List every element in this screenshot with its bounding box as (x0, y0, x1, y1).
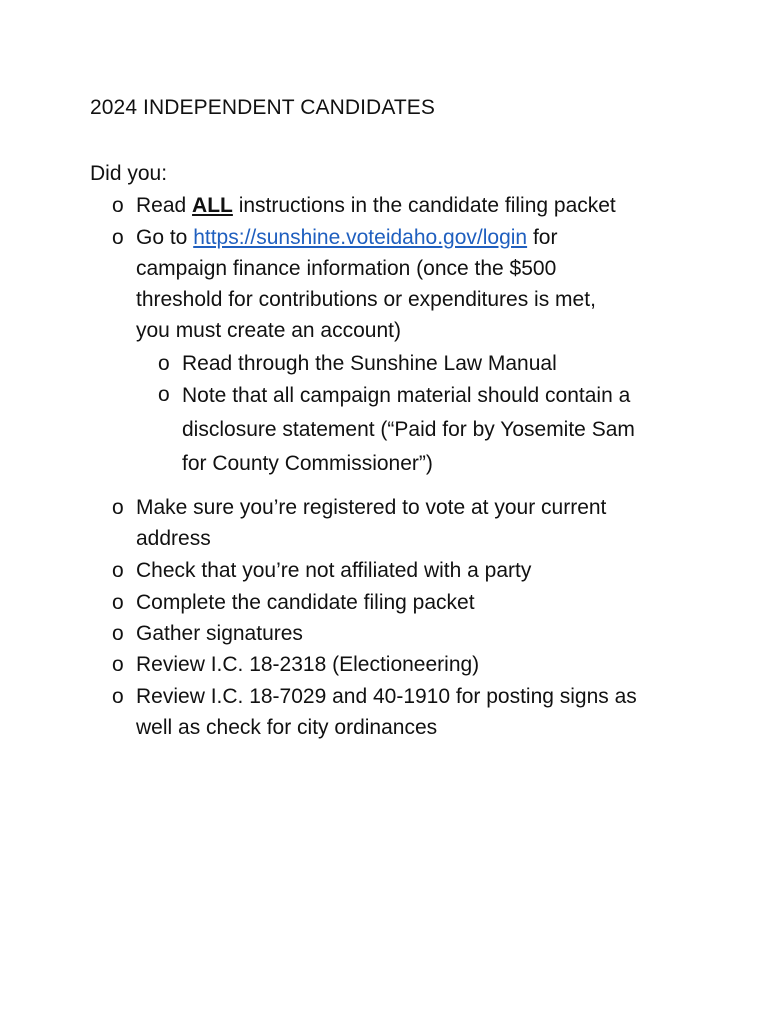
bullet-marker: o (112, 591, 124, 614)
item-line: threshold for contributions or expenditures is met, (136, 288, 596, 311)
list-item-text: Complete the candidate filing packet (136, 591, 475, 614)
item-line: campaign finance information (once the $500 (136, 257, 557, 280)
item-line: Review I.C. 18-7029 and 40-1910 for posting signs as (136, 685, 637, 708)
sub-list-item (0, 348, 770, 379)
item-line: well as check for city ordinances (136, 716, 438, 739)
list-item-text: Review I.C. 18-2318 (Electioneering) (136, 653, 480, 676)
list-item (0, 587, 770, 618)
intro-text: Did you: (90, 162, 168, 185)
item-line: Note that all campaign material should contain a (182, 384, 631, 407)
item-text-prefix: Go to (136, 226, 194, 249)
list-item (0, 222, 770, 346)
sub-list-item (0, 379, 770, 479)
list-item (0, 681, 770, 743)
list-item-text (136, 222, 596, 346)
bullet-marker: o (112, 622, 124, 645)
page-title: 2024 INDEPENDENT CANDIDATES (90, 96, 436, 119)
bullet-marker: o (158, 383, 170, 406)
emphasis-all: ALL (192, 194, 233, 217)
bullet-marker: o (112, 685, 124, 708)
list-item (0, 618, 770, 649)
item-text-suffix: instructions in the candidate filing packet (232, 194, 616, 217)
item-line: disclosure statement (“Paid for by Yosemite Sam (182, 418, 635, 441)
bullet-marker: o (112, 194, 124, 217)
item-line: for County Commissioner”) (182, 452, 433, 475)
list-item (0, 649, 770, 680)
item-line: you must create an account) (136, 319, 401, 342)
item-text-prefix: Read (136, 194, 193, 217)
sub-item-text: Read through the Sunshine Law Manual (182, 352, 557, 375)
list-item-text: Check that you’re not affiliated with a party (136, 559, 532, 582)
sunshine-login-link[interactable]: https://sunshine.voteidaho.gov/login (193, 226, 528, 249)
item-line (136, 222, 596, 253)
list-item-text (136, 492, 606, 554)
list-item-text: Gather signatures (136, 622, 303, 645)
bullet-marker: o (112, 653, 124, 676)
sub-item-text (182, 379, 635, 481)
item-line: Make sure you’re registered to vote at your current (136, 496, 607, 519)
list-item (0, 555, 770, 586)
bullet-marker: o (112, 559, 124, 582)
list-item-text (136, 681, 637, 743)
item-line: address (136, 527, 211, 550)
list-item (0, 190, 770, 221)
bullet-marker: o (158, 352, 170, 375)
list-item-text (136, 190, 616, 221)
bullet-marker: o (112, 226, 124, 249)
bullet-marker: o (112, 496, 124, 519)
item-text-suffix: for (527, 226, 558, 249)
list-item (0, 492, 770, 554)
